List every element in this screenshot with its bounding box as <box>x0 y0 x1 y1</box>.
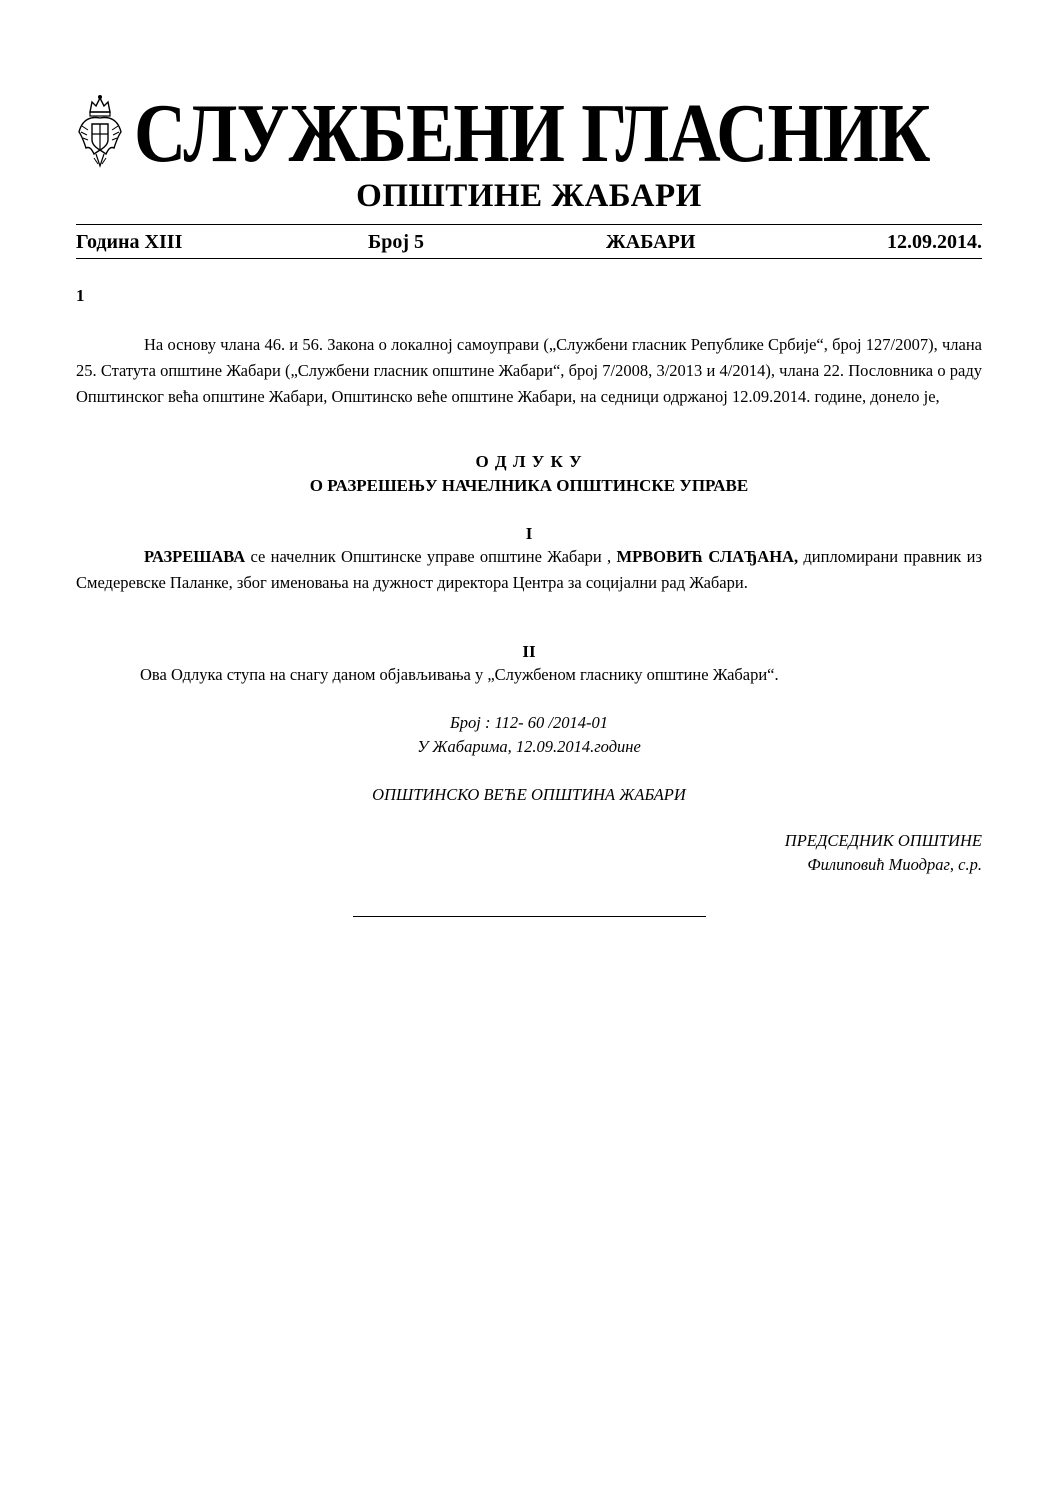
section-1-name: МРВОВИЋ СЛАЂАНА, <box>616 547 799 566</box>
preamble-paragraph <box>76 332 982 410</box>
section-1-text-a: се начелник Општинске управе општине Жабари , <box>245 547 617 566</box>
masthead <box>76 87 982 222</box>
signatory-name: Филиповић Миодраг, с.р. <box>807 855 982 874</box>
section-1-heading: I <box>525 524 533 543</box>
decision-subtitle: О РАЗРЕШЕЊУ НАЧЕЛНИКА ОПШТИНСКЕ УПРАВЕ <box>309 476 749 495</box>
signatory-title: ПРЕДСЕДНИК ОПШТИНЕ <box>784 831 982 850</box>
issue-place: ЖАБАРИ <box>606 231 696 253</box>
section-1-lead: РАЗРЕШАВА <box>144 547 246 566</box>
issue-date: 12.09.2014. <box>887 231 982 253</box>
issuer: ОПШТИНСКО ВЕЋЕ ОПШТИНА ЖАБАРИ <box>372 785 686 804</box>
section-2-text: Ова Одлука ступа на снагу даном објављивања у „Службеном гласнику општине Жабари“. <box>140 665 779 684</box>
decision-title: О Д Л У К У <box>475 452 583 471</box>
section-2-heading: II <box>522 642 536 661</box>
document-number: 1 <box>76 286 85 305</box>
section-1-text-b: дипломирани правник из Смедеревске Паланке, због именовања на дужност директора Центра за социјални рад Жабари. <box>76 547 982 592</box>
section-1-paragraph <box>76 544 982 596</box>
gazette-title: СЛУЖБЕНИ ГЛАСНИК <box>134 87 930 180</box>
gazette-subtitle: ОПШТИНЕ ЖАБАРИ <box>356 178 702 214</box>
coat-of-arms-icon <box>76 92 124 172</box>
reference-number: Број : 112- 60 /2014-01 <box>450 713 608 732</box>
preamble-text: На основу члана 46. и 56. Закона о локалној самоуправи („Службени гласник Републике Србије“, број 127/2007), члана 25. Статута општине Жабари („Службени гласник општине Жабари“, број 7/2008, 3/2013 и 4/2014), члана 22. Пословника о раду Општинског већа општине Жабари, Општинско веће општине Жабари, на седници одржаној 12.09.2014. године, донело је, <box>76 335 982 406</box>
closing-divider <box>353 916 706 917</box>
issue-info-bar <box>76 228 982 256</box>
issue-year: Година XIII <box>76 231 183 253</box>
header-bottom-rule <box>76 258 982 259</box>
header-top-rule <box>76 224 982 225</box>
reference-place-date: У Жабарима, 12.09.2014.године <box>417 737 641 756</box>
issue-number: Број 5 <box>368 231 425 253</box>
section-2-paragraph <box>76 662 982 688</box>
